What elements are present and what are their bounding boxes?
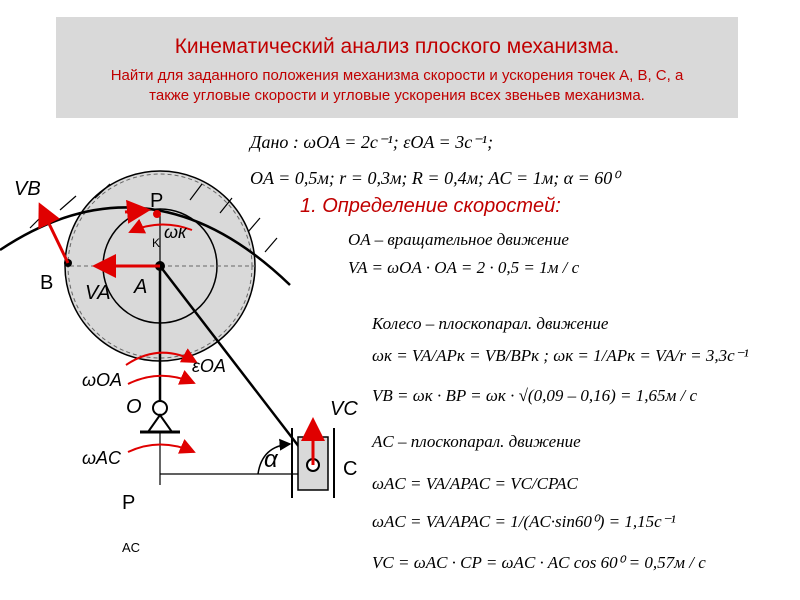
oa-motion: OA – вращательное движение	[348, 230, 569, 249]
wheel-omega: ωк = VA/APк = VB/BPк ; ωк = 1/APк = VA/r = 3,3c⁻¹	[372, 346, 749, 365]
oa-velocity: VA = ωOA · OA = 2 · 0,5 = 1м / c	[348, 258, 580, 277]
ac-motion: AC – плоскопарал. движение	[372, 432, 581, 451]
label-p-top: P	[150, 190, 164, 212]
label-p-bottom: P	[122, 492, 136, 514]
task-statement: Найти для заданного положения механизма скорости и ускорения точек А, В, С, а также угловые скорости и угловые ускорения всех звеньев механизма.	[110, 67, 684, 104]
label-omega-oa: ωOA	[82, 370, 123, 390]
label-vb: VB	[14, 178, 41, 200]
label-eps-oa: εOA	[192, 356, 226, 376]
support-o	[148, 415, 172, 432]
label-p-ac: AC	[122, 540, 141, 555]
tangent-arrow	[125, 210, 148, 212]
label-vc: VC	[330, 398, 358, 420]
wheel-vb: VB = ωк · BP = ωк · √(0,09 – 0,16) = 1,65м / c	[372, 386, 698, 405]
label-k: K	[152, 236, 161, 250]
label-alpha: α	[264, 446, 278, 473]
label-va: VA	[85, 282, 111, 304]
section-velocities: 1. Определение скоростей:	[300, 195, 561, 217]
wheel-motion: Колесо – плоскопарал. движение	[372, 314, 609, 333]
ac-omega-1: ωAC = VA/APAC = VC/CPAC	[372, 474, 578, 493]
ac-omega-2: ωAC = VA/APAC = 1/(AC·sin60⁰) = 1,15c⁻¹	[372, 512, 676, 531]
label-b: B	[40, 272, 54, 294]
label-a: A	[134, 276, 148, 298]
omega-ac-arc	[128, 445, 194, 453]
joint-o	[153, 401, 167, 415]
given-line-2: OA = 0,5м; r = 0,3м; R = 0,4м; AC = 1м; α = 60⁰	[250, 168, 620, 188]
velocity-vb-arrow	[40, 205, 68, 263]
label-omega-ac: ωAC	[82, 448, 122, 468]
given-line-1: Дано : ωOA = 2c⁻¹; εOA = 3c⁻¹;	[250, 132, 494, 152]
label-c: C	[343, 458, 358, 480]
ac-vc: VC = ωAC · CP = ωAC · AC cos 60⁰ = 0,57м / c	[372, 553, 706, 572]
slide-title: Кинематический анализ плоского механизма.	[174, 35, 620, 58]
label-o: O	[126, 396, 142, 418]
label-omega-k: ωк	[164, 222, 187, 242]
